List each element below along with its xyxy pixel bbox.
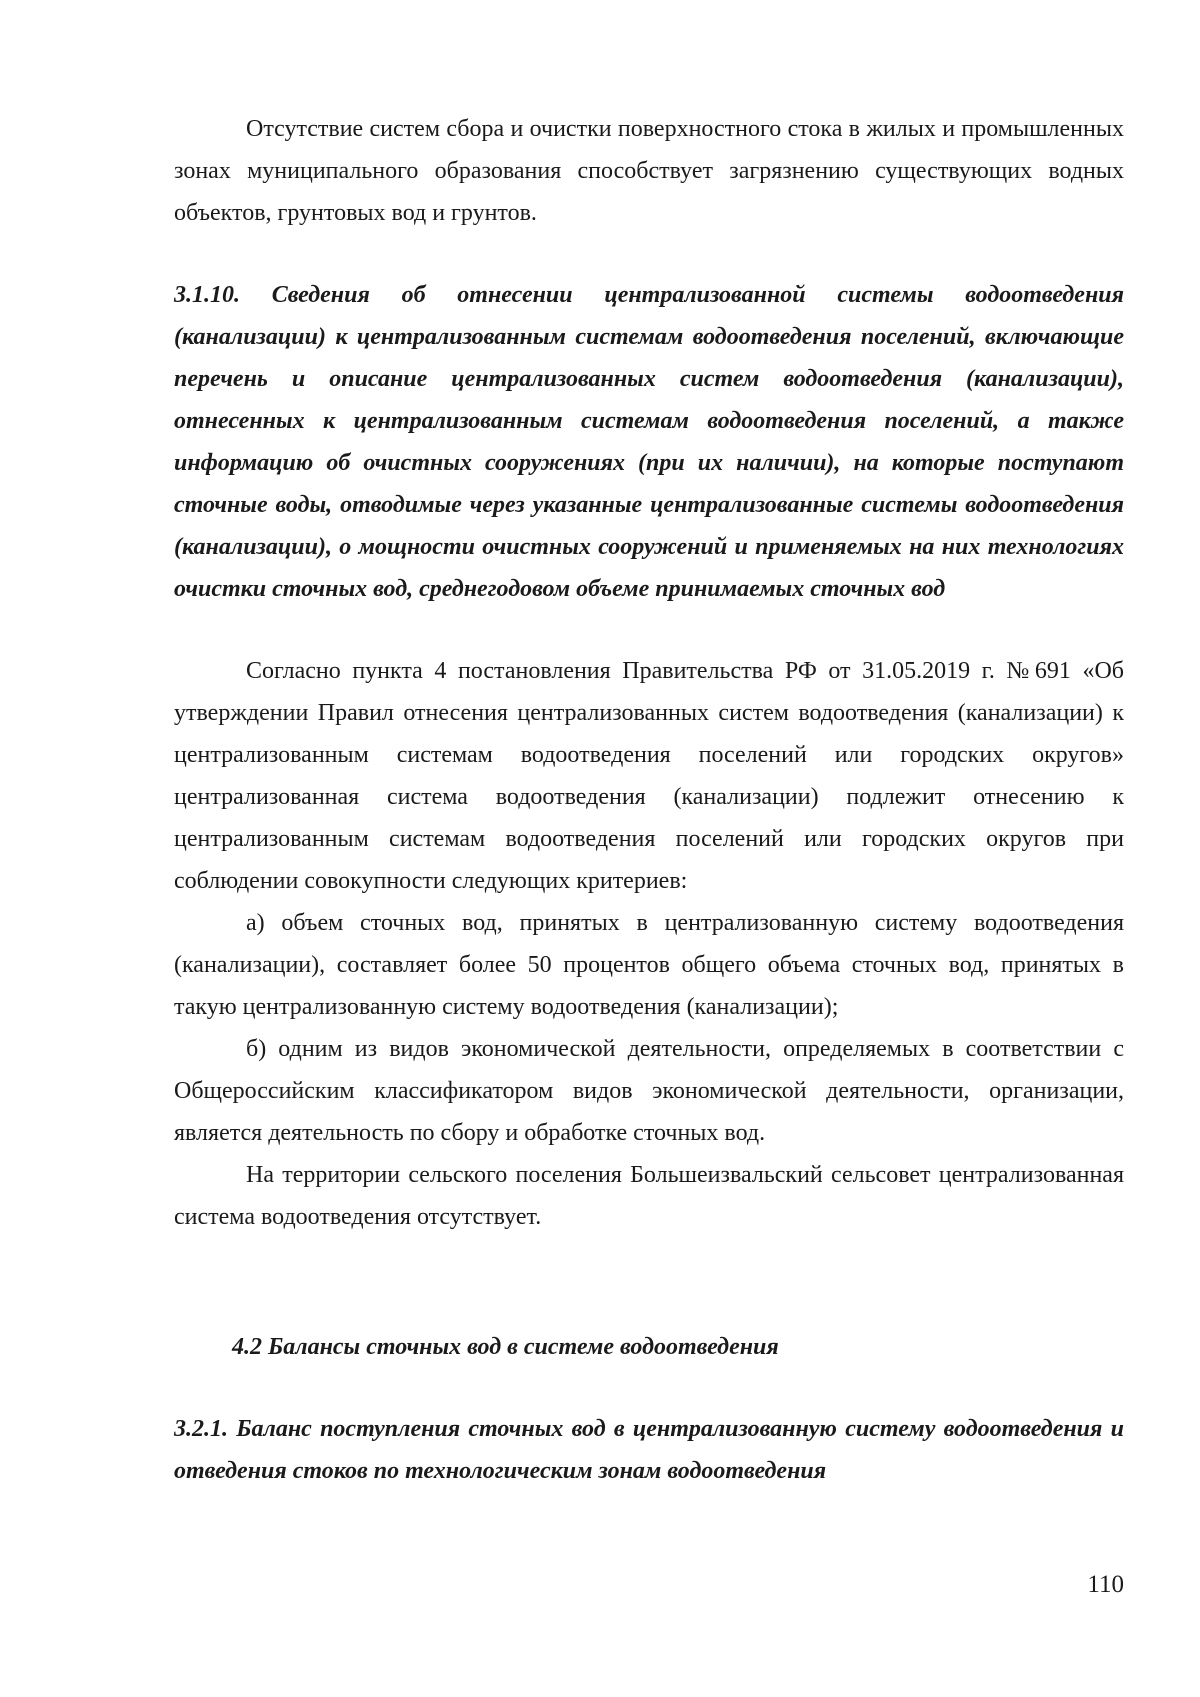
section-heading-3-2-1: 3.2.1. Баланс поступления сточных вод в централизованную систему водоотведения и отведения стоков по технологическим зонам водоотведения — [174, 1416, 1124, 1484]
page-content — [174, 108, 1124, 1492]
section-heading-4-2: 4.2 Балансы сточных вод в системе водоотведения — [232, 1334, 779, 1360]
paragraph-regulation: Согласно пункта 4 постановления Правительства РФ от 31.05.2019 г. №691 «Об утверждении Правил отнесения централизованных систем водоотведения (канализации) к централизованным системам водоотведения поселений или городских округов» централизованная система водоотведения (канализации) подлежит отнесению к централизованным системам водоотведения поселений или городских округов при соблюдении совокупности следующих критериев: — [174, 658, 1124, 894]
criterion-a: а) объем сточных вод, принятых в централизованную систему водоотведения (канализации), составляет более 50 процентов общего объема сточных вод, принятых в такую централизованную систему водоотведения (канализации); — [174, 910, 1124, 1020]
paragraph-territory: На территории сельского поселения Большеизвальский сельсовет централизованная система водоотведения отсутствует. — [174, 1162, 1124, 1230]
section-heading-3-1-10: 3.1.10. Сведения об отнесении централизованной системы водоотведения (канализации) к централизованным системам водоотведения поселений, включающие перечень и описание централизованных систем водоотведения (канализации), отнесенных к централизованным системам водоотведения поселений, а также информацию об очистных сооружениях (при их наличии), на которые поступают сточные воды, отводимые через указанные централизованные системы водоотведения (канализации), о мощности очистных сооружений и применяемых на них технологиях очистки сточных вод, среднегодовом объеме принимаемых сточных вод — [174, 282, 1124, 602]
page-number: 110 — [1087, 1571, 1124, 1598]
paragraph-intro: Отсутствие систем сбора и очистки поверхностного стока в жилых и промышленных зонах муниципального образования способствует загрязнению существующих водных объектов, грунтовых вод и грунтов. — [174, 116, 1124, 226]
criterion-b: б) одним из видов экономической деятельности, определяемых в соответствии с Общероссийским классификатором видов экономической деятельности, организации, является деятельность по сбору и обработке сточных вод. — [174, 1036, 1124, 1146]
